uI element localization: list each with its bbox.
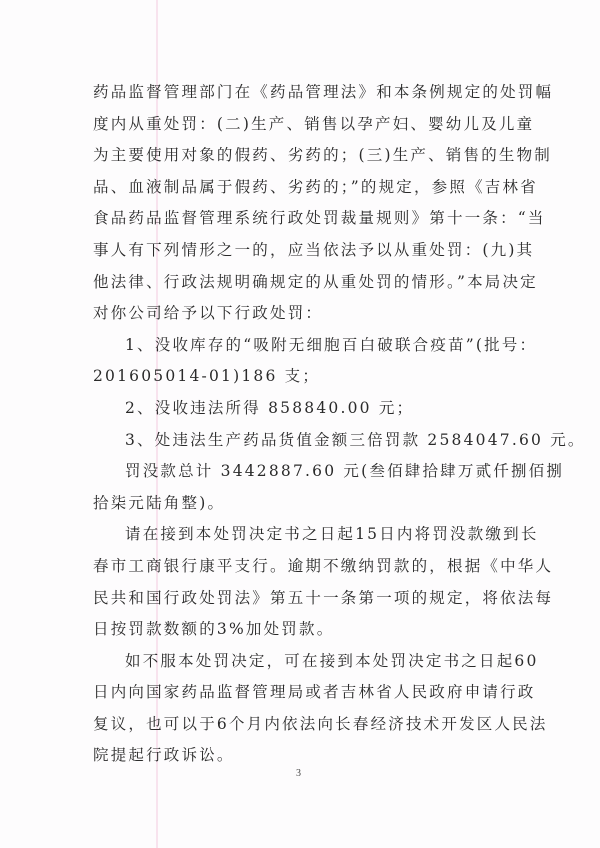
text-line: 事人有下列情形之一的，应当依法予以从重处罚：(九)其 xyxy=(93,240,535,259)
text-line: 品、血液制品属于假药、劣药的；”的规定，参照《吉林省 xyxy=(93,177,538,196)
document-body xyxy=(93,77,586,772)
text-line: 民共和国行政处罚法》第五十一条第一项的规定，将依法每 xyxy=(93,588,554,607)
text-line: 1、没收库存的“吸附无细胞百白破联合疫苗”(批号： xyxy=(125,335,538,354)
text-line: 食品药品监督管理系统行政处罚裁量规则》第十一条：“当 xyxy=(93,209,546,228)
text-line: 请在接到本处罚决定书之日起15日内将罚没款缴到长 xyxy=(125,525,539,544)
text-line: 201605014-01)186 支； xyxy=(93,367,321,386)
text-line: 如不服本处罚决定，可在接到本处罚决定书之日起60 xyxy=(125,651,539,670)
text-line: 对你公司给予以下行政处罚： xyxy=(93,304,324,323)
text-line: 2、没收违法所得 858840.00 元； xyxy=(125,398,415,417)
text-line: 复议，也可以于6个月内依法向长春经济技术开发区人民法 xyxy=(93,714,548,733)
text-line: 日按罚款数额的3%加处罚款。 xyxy=(93,620,335,639)
text-line: 为主要使用对象的假药、劣药的；(三)生产、销售的生物制 xyxy=(93,146,552,165)
text-line: 他法律、行政法规明确规定的从重处罚的情形。”本局决定 xyxy=(93,272,538,291)
text-line: 院提起行政诉讼。 xyxy=(93,746,235,765)
text-line: 拾柒元陆角整)。 xyxy=(93,493,226,512)
text-line: 日内向国家药品监督管理局或者吉林省人民政府申请行政 xyxy=(93,683,536,702)
page-number: 3 xyxy=(296,768,301,779)
text-line: 春市工商银行康平支行。逾期不缴纳罚款的，根据《中华人 xyxy=(93,556,554,575)
text-line: 药品监督管理部门在《药品管理法》和本条例规定的处罚幅 xyxy=(93,83,554,101)
text-line: 3、处违法生产药品货值金额三倍罚款 2584047.60 元。 xyxy=(125,430,586,449)
text-line: 度内从重处罚：(二)生产、销售以孕产妇、婴幼儿及儿童 xyxy=(93,114,535,133)
text-line: 罚没款总计 3442887.60 元(叁佰肆拾肆万贰仟捌佰捌 xyxy=(125,462,565,481)
